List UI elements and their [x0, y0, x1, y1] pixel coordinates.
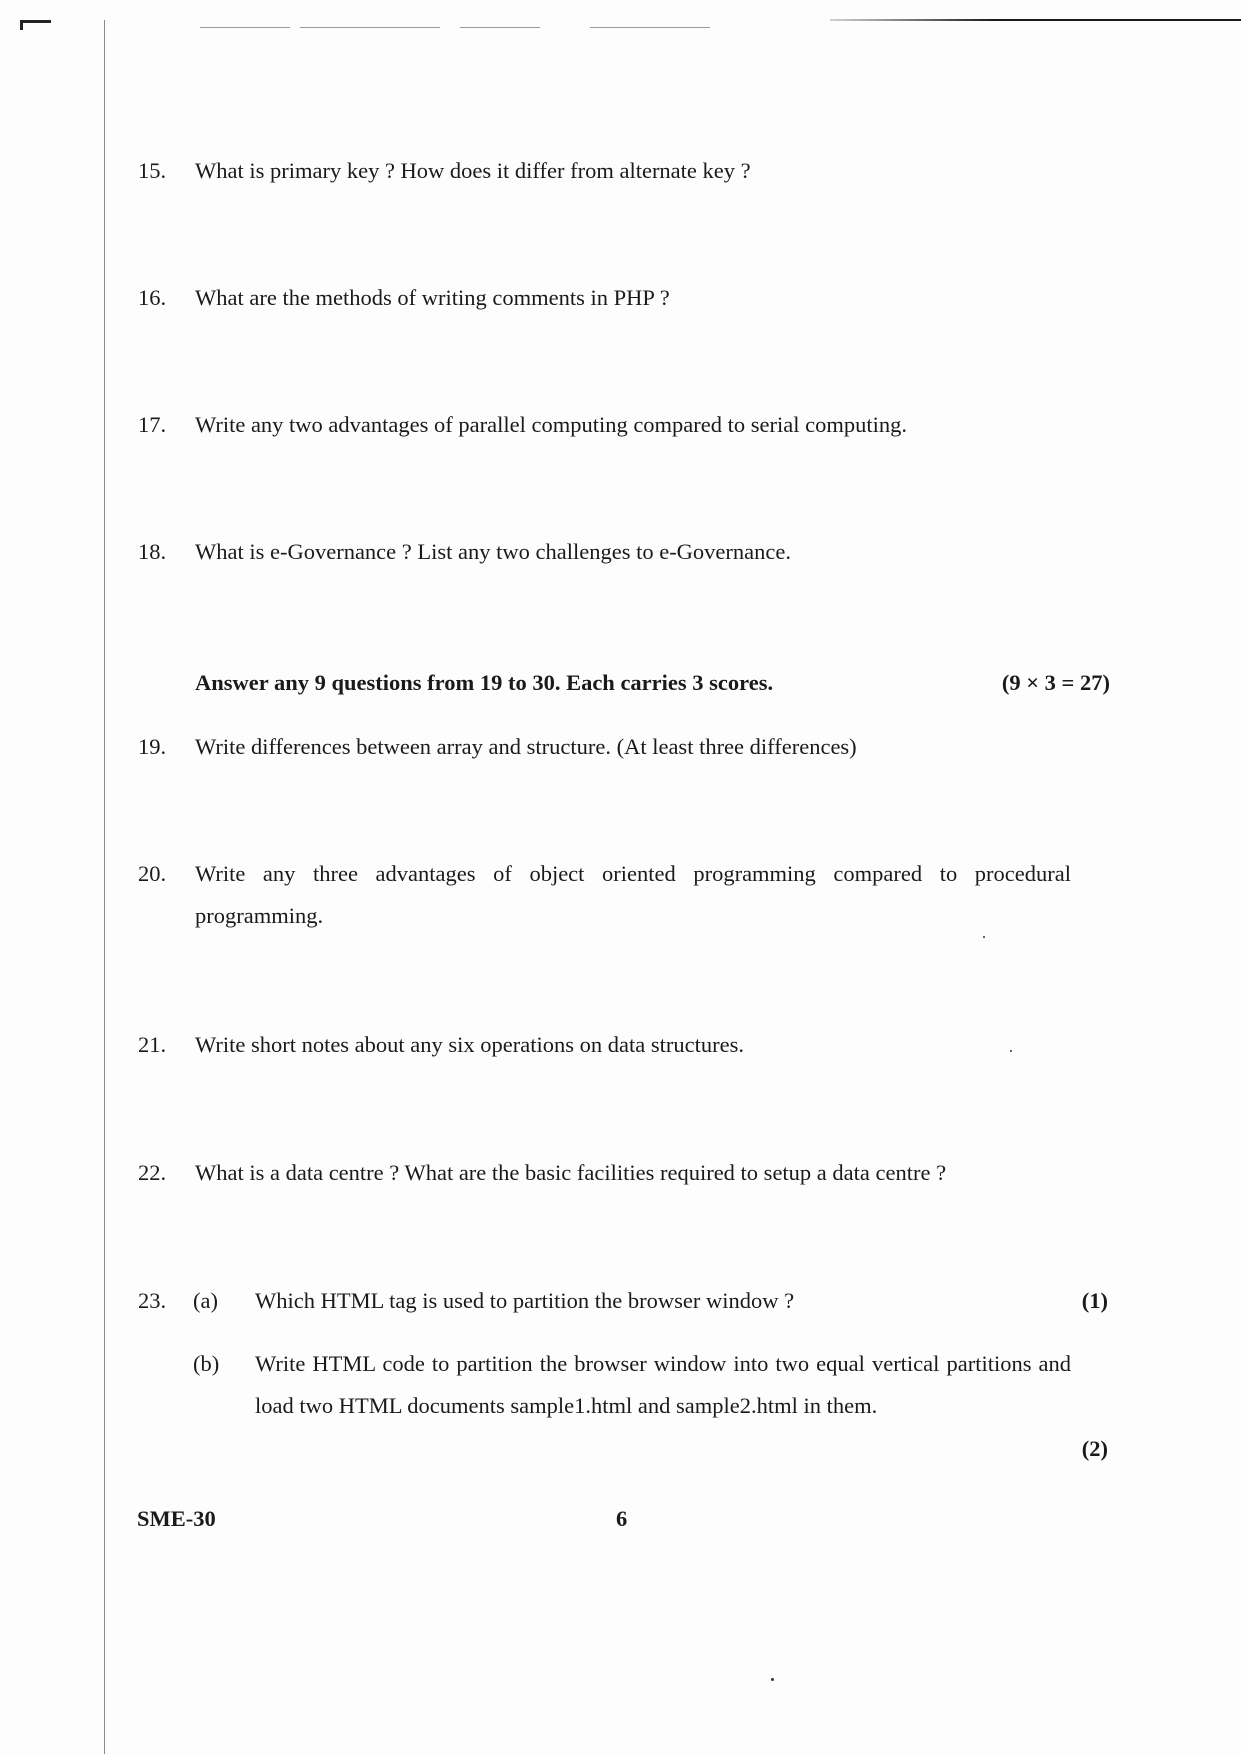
question-text: What are the methods of writing comments in PHP ? — [195, 285, 670, 310]
sub-question-text: Which HTML tag is used to partition the browser window ? — [255, 1288, 795, 1313]
top-dash-mark — [300, 27, 440, 28]
question-text: Write short notes about any six operations on data structures. — [195, 1032, 744, 1057]
question-number: 17. — [138, 412, 167, 437]
question-text: What is primary key ? How does it differ from alternate key ? — [195, 158, 751, 183]
question-text: Write any two advantages of parallel computing compared to serial computing. — [195, 412, 907, 437]
scan-speck — [1010, 1050, 1012, 1052]
top-edge-rule — [830, 19, 1241, 21]
question-number: 16. — [138, 285, 167, 310]
scan-speck — [771, 1678, 774, 1681]
question-text: What is a data centre ? What are the basic facilities required to setup a data centre ? — [195, 1160, 947, 1185]
question-text: What is e-Governance ? List any two challenges to e-Governance. — [195, 539, 791, 564]
section-score: (9 × 3 = 27) — [1001, 670, 1110, 695]
question-number: 20. — [138, 861, 167, 886]
question-text: Write differences between array and structure. (At least three differences) — [195, 734, 857, 759]
question-number: 22. — [138, 1160, 167, 1185]
marks-23a: (1) — [1081, 1288, 1108, 1313]
question-number: 15. — [138, 158, 167, 183]
marks-23b: (2) — [1081, 1436, 1108, 1461]
question-number: 23. — [138, 1288, 167, 1313]
corner-crop-mark-vertical — [20, 20, 23, 30]
binding-margin-line — [104, 20, 105, 1754]
paper-code: SME-30 — [137, 1506, 216, 1531]
question-number: 19. — [138, 734, 167, 759]
sub-question-label: (a) — [193, 1288, 218, 1313]
top-dash-mark — [590, 27, 710, 28]
top-dash-mark — [460, 27, 540, 28]
question-text: Write any three advantages of object oriented programming compared to procedural programming. — [195, 861, 1071, 928]
corner-crop-mark — [20, 20, 51, 23]
page-number: 6 — [616, 1506, 628, 1531]
sub-question-label: (b) — [193, 1351, 220, 1376]
question-number: 21. — [138, 1032, 167, 1057]
sub-question-text: Write HTML code to partition the browser window into two equal vertical partitions and load two HTML documents sample1.html and sample2.html in them. — [255, 1351, 1071, 1418]
top-dash-mark — [200, 27, 290, 28]
question-number: 18. — [138, 539, 167, 564]
section-instruction: Answer any 9 questions from 19 to 30. Each carries 3 scores. — [195, 670, 774, 695]
